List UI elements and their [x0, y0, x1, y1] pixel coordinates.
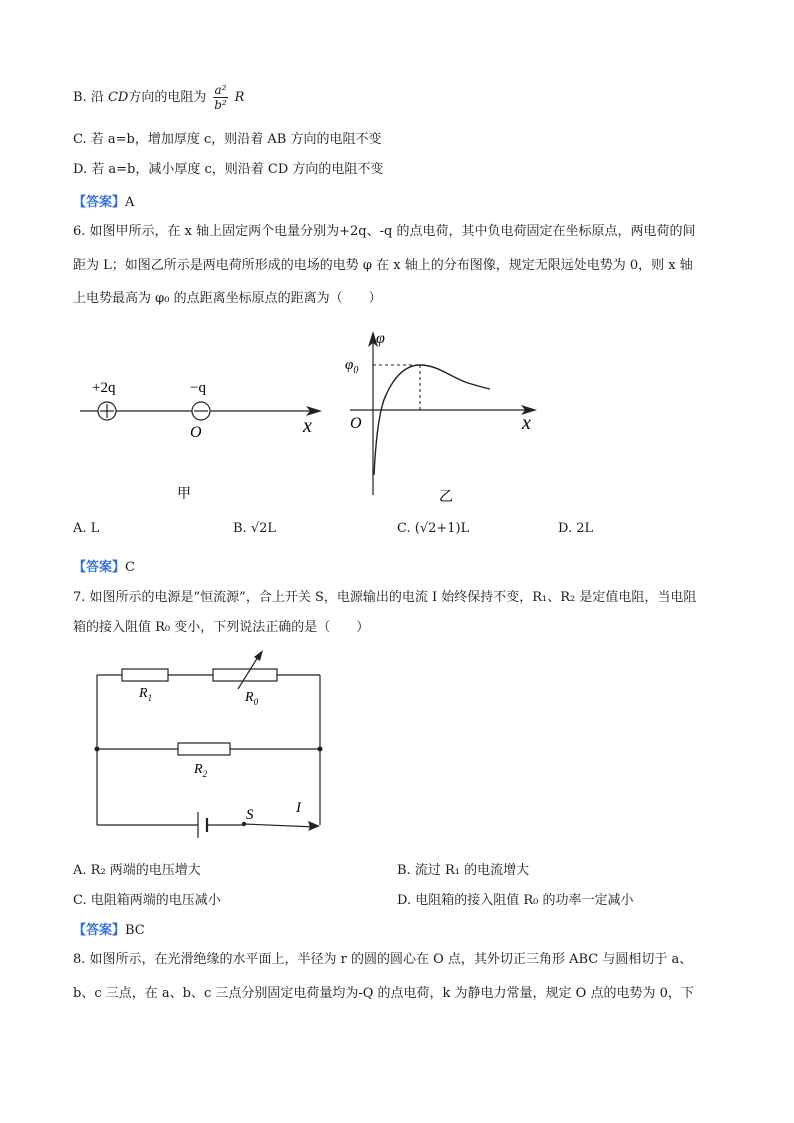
q5-option-d: D. 若 a=b，减小厚度 c，则沿着 CD 方向的电阻不变	[73, 162, 384, 177]
q7-option-c: C. 电阻箱两端的电压减小	[73, 893, 221, 908]
q6-option-a: A. L	[73, 521, 100, 536]
junction-right	[318, 747, 323, 752]
label-r2: $R_2$	[194, 762, 208, 779]
variable-arrow-head	[254, 650, 263, 661]
q8-stem-line2: b、c 三点，在 a、b、c 三点分别固定电荷量均为-Q 的点电荷，k 为静电力常量，规定 O 点的电势为 0，下	[73, 986, 694, 1001]
q7-stem-line2: 箱的接入阻值 R₀ 变小，下列说法正确的是（ ）	[73, 620, 370, 635]
potential-curve	[374, 365, 490, 475]
resistor-r2	[178, 743, 230, 755]
q7-option-d: D. 电阻箱的接入阻值 R₀ 的功率一定减小	[397, 893, 634, 908]
resistor-box-r0	[213, 669, 277, 681]
q7-option-a: A. R₂ 两端的电压增大	[73, 863, 201, 878]
q7-circuit-diagram	[80, 645, 340, 845]
q6-answer: 【答案】C	[73, 560, 135, 575]
label-origin-o: O	[190, 424, 202, 441]
q8-stem-line1: 8. 如图所示，在光滑绝缘的水平面上，半径为 r 的圆的圆心在 O 点，其外切正三角形 ABC 与圆相切于 a、	[73, 952, 693, 967]
label-r1: $R_1$	[139, 686, 153, 703]
label-phi0: $\varphi_0$	[345, 357, 359, 376]
resistor-r1	[122, 669, 168, 681]
q5-answer: 【答案】A	[73, 195, 135, 210]
caption-jia: 甲	[177, 487, 191, 502]
label-minus-q: −q	[190, 380, 206, 396]
q6-figure-jia	[70, 370, 340, 510]
current-arrow-icon	[308, 821, 320, 831]
q6-option-c: C. (√2+1)L	[397, 521, 470, 536]
label-x-axis: x	[522, 412, 531, 434]
q6-figure-yi	[340, 325, 555, 505]
q6-stem-line1: 6. 如图甲所示，在 x 轴上固定两个电量分别为+2q、-q 的点电荷，其中负电荷固定在坐标原点，两电荷的间	[73, 224, 696, 239]
q7-option-b: B. 流过 R₁ 的电流增大	[397, 863, 530, 878]
q5-option-c: C. 若 a=b，增加厚度 c，则沿着 AB 方向的电阻不变	[73, 132, 382, 147]
label-x-axis: x	[303, 415, 312, 437]
label-origin-o: O	[350, 415, 362, 432]
caption-yi: 乙	[439, 490, 453, 505]
q7-stem-line1: 7. 如图所示的电源是“恒流源”，合上开关 S，电源输出的电流 I 始终保持不变，R₁、R₂ 是定值电阻，当电阻	[73, 590, 697, 605]
q7-answer: 【答案】BC	[73, 923, 145, 938]
fraction-a2-over-b2: $\frac{\text{a²}}{\text{b²}}$	[214, 83, 227, 112]
q6-stem-line2: 距为 L；如图乙所示是两电荷所形成的电场的电势 φ 在 x 轴上的分布图像，规定无限远处电势为 0，则 x 轴	[73, 258, 693, 273]
label-current-i: I	[296, 800, 301, 816]
label-plus-2q: +2q	[92, 380, 116, 396]
q6-option-b: B. √2L	[233, 521, 277, 536]
q6-option-d: D. 2L	[558, 521, 594, 536]
label-r0: $R_0$	[245, 690, 259, 707]
q6-stem-line3: 上电势最高为 φ₀ 的点距离坐标原点的距离为（ ）	[73, 291, 382, 306]
label-phi-axis: φ	[376, 330, 385, 347]
switch-blade	[244, 824, 316, 827]
label-switch-s: S	[246, 807, 254, 823]
junction-left	[95, 747, 100, 752]
q5-option-b: B. 沿 CD方向的电阻为 $\frac{\text{a²}}{\text{b²}}$ R	[73, 83, 245, 112]
